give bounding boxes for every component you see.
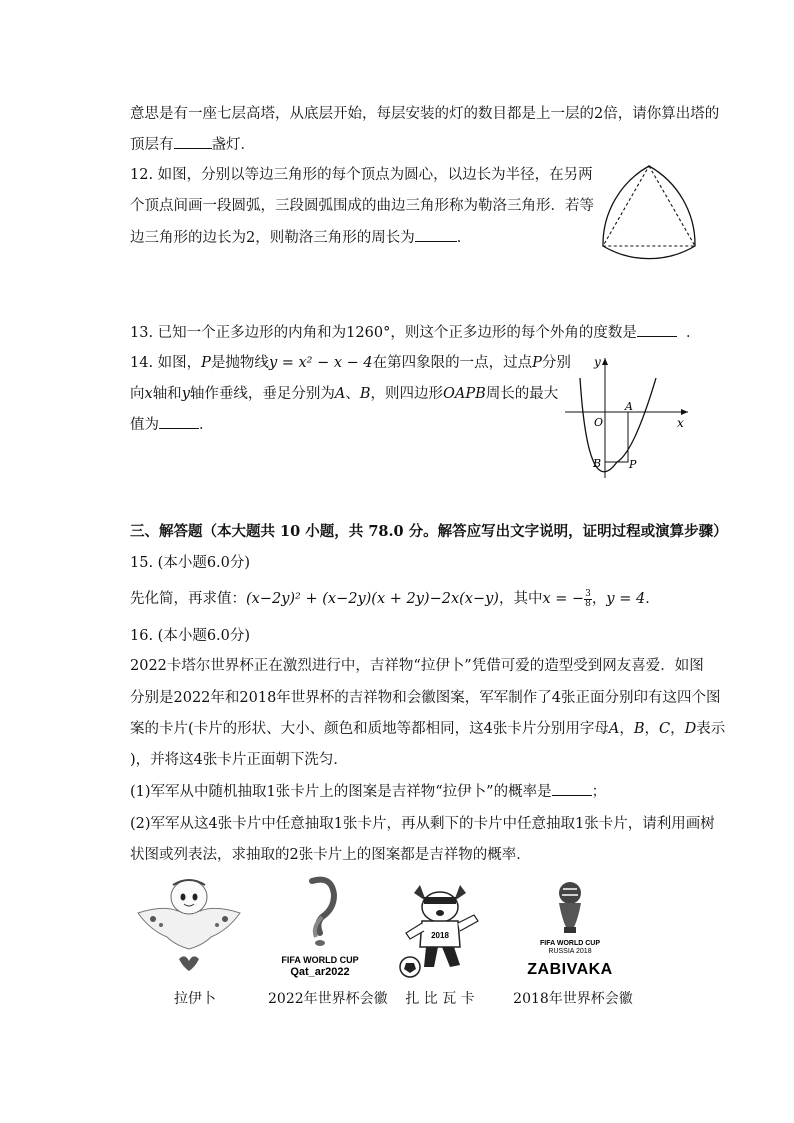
q14-suffix: ． bbox=[199, 417, 214, 433]
q14-line-2 bbox=[130, 384, 558, 404]
mascot-pattern bbox=[215, 923, 219, 927]
q16-p1: 2022卡塔尔世界杯正在激烈进行中，吉祥物“拉伊卜”凭借可爱的造型受到网友喜爱．如图 bbox=[130, 658, 704, 674]
label-P: P bbox=[629, 458, 637, 471]
zabivaka-leg-left bbox=[424, 947, 438, 967]
q15-text: ，其中 bbox=[498, 591, 543, 607]
mascot-pattern bbox=[222, 916, 228, 922]
q12-line-3-text: 边三角形的边长为2，则勒洛三角形的周长为 bbox=[130, 230, 415, 246]
q16-var: B bbox=[633, 721, 645, 737]
q13-line bbox=[130, 322, 701, 343]
q16-head: 16. (本小题6.0分) bbox=[130, 628, 251, 644]
q14-var: x bbox=[144, 386, 153, 402]
q13-suffix: ． bbox=[686, 325, 701, 341]
mascot-eye-left bbox=[181, 894, 186, 901]
qatar-2022-emblem-image bbox=[270, 875, 370, 980]
reuleaux-arcs bbox=[603, 166, 695, 259]
q14-var: P bbox=[201, 355, 211, 371]
label-A: A bbox=[625, 400, 633, 413]
intro-line-1: 意思是有一座七层高塔，从底层开始，每层安装的灯的数目都是上一层的2倍，请你算出塔的 bbox=[130, 106, 720, 122]
intro-line-2-text: 顶层有 bbox=[130, 137, 174, 153]
q16-sep: ， bbox=[619, 721, 634, 737]
mascot-pattern bbox=[159, 923, 163, 927]
q12-line-3 bbox=[130, 227, 471, 248]
label-O: O bbox=[594, 416, 604, 429]
q14-text: 、 bbox=[345, 386, 360, 402]
q14-var: A bbox=[334, 386, 346, 402]
fraction-numerator: 3 bbox=[585, 588, 591, 599]
zabivaka-nose bbox=[436, 910, 444, 916]
x-axis-arrow bbox=[681, 409, 688, 415]
q14-var: y bbox=[181, 386, 190, 402]
answer-blank-12[interactable] bbox=[415, 227, 457, 242]
q16-sub2-line-2: 状图或列表法，求抽取的2张卡片上的图案都是吉祥物的概率． bbox=[130, 847, 531, 863]
q16-sub1-suffix: ； bbox=[591, 784, 607, 800]
q13-text: 13. 已知一个正多边形的内角和为1260°，则这个正多边形的每个外角的度数是 bbox=[130, 325, 637, 341]
label-B: B bbox=[593, 457, 602, 470]
q16-var: C bbox=[659, 721, 671, 737]
section-3-title: 三、解答题（本大题共 10 小题，共 78.0 分。解答应写出文字说明，证明过程或演算步骤） bbox=[130, 523, 728, 540]
y-axis-arrow bbox=[602, 358, 608, 365]
reuleaux-triangle-figure bbox=[592, 160, 710, 270]
q14-text: 在第四象限的一点，过点 bbox=[372, 355, 533, 371]
zabivaka-mascot-image bbox=[394, 875, 486, 980]
zabivaka-wordmark: ZABIVAKA bbox=[527, 961, 613, 978]
q15-x-value: x = − bbox=[542, 591, 585, 607]
label-x: x bbox=[677, 416, 684, 430]
mascot-head bbox=[171, 880, 207, 914]
q15-body bbox=[130, 589, 660, 609]
emblem-2022-line-1: FIFA WORLD CUP bbox=[281, 955, 359, 965]
q16-var: D bbox=[684, 721, 697, 737]
q14-text: 轴和 bbox=[152, 386, 182, 402]
mascot-cloth-body bbox=[138, 908, 240, 949]
intro-line-2-suffix: 盏灯． bbox=[211, 137, 255, 153]
q15-y-value: y = 4 bbox=[606, 591, 646, 607]
mascot-eye-right bbox=[193, 894, 198, 901]
q16-p2: 分别是2022年和2018年世界杯的吉祥物和会徽图案，军军制作了4张正面分别印有这四个图 bbox=[130, 690, 721, 706]
fraction-3-8 bbox=[584, 590, 592, 609]
q14-text: 14. 如图， bbox=[130, 355, 202, 371]
q14-line-3 bbox=[130, 414, 214, 435]
answer-blank-13[interactable] bbox=[637, 322, 677, 337]
q14-var: P bbox=[532, 355, 542, 371]
laeeb-mascot-image bbox=[133, 875, 245, 975]
russia-2018-emblem-image bbox=[510, 875, 630, 980]
q16-sub1 bbox=[130, 781, 606, 802]
zabivaka-head bbox=[422, 892, 458, 922]
q15-text: ， bbox=[591, 591, 607, 607]
q16-sep: ， bbox=[670, 721, 685, 737]
q14-var: OAPB bbox=[443, 386, 486, 402]
q14-text: 分别 bbox=[541, 355, 571, 371]
q15-head: 15. (本小题6.0分) bbox=[130, 555, 251, 571]
q14-text: 是抛物线 bbox=[210, 355, 269, 371]
zabivaka-shirt-text: 2018 bbox=[431, 931, 449, 940]
q14-text: 轴作垂线，垂足分别为 bbox=[189, 386, 335, 402]
emblem-base bbox=[315, 940, 325, 946]
q16-sub2-line-1: (2)军军从这4张卡片中任意抽取1张卡片，再从剩下的卡片中任意抽取1张卡片，请利用画树 bbox=[130, 816, 715, 832]
q14-text: ，则四边形 bbox=[370, 386, 444, 402]
parabola-curve bbox=[580, 378, 656, 472]
zabivaka-arm-right bbox=[458, 915, 478, 931]
answer-blank-14[interactable] bbox=[159, 414, 199, 429]
q14-var: B bbox=[359, 386, 371, 402]
caption-2018-emblem: 2018年世界杯会徽 bbox=[513, 991, 633, 1007]
answer-blank-16-1[interactable] bbox=[552, 781, 592, 796]
q16-text: 表示 bbox=[696, 721, 726, 737]
emblem-2018-line-1: FIFA WORLD CUP bbox=[539, 940, 601, 947]
q16-sub1-text: (1)军军从中随机抽取1张卡片上的图案是吉祥物“拉伊卜”的概率是 bbox=[130, 784, 552, 800]
q15-text: 先化简，再求值： bbox=[130, 591, 246, 607]
q16-text: 案的卡片(卡片的形状、大小、颜色和质地等都相同，这4张卡片分别用字母 bbox=[130, 721, 609, 737]
emblem-trophy-base bbox=[564, 927, 576, 933]
q14-text: 周长的最大 bbox=[485, 386, 559, 402]
fraction-denominator: 8 bbox=[585, 598, 591, 609]
parabola-equation: y = x² − x − 4 bbox=[268, 355, 373, 371]
q16-var: A bbox=[608, 721, 620, 737]
zabivaka-leg-right bbox=[442, 947, 460, 967]
q12-line-2: 个顶点间画一段圆弧，三段圆弧围成的曲边三角形称为勒洛三角形．若等 bbox=[130, 198, 594, 214]
intro-line-2 bbox=[130, 134, 255, 155]
q14-text: 向 bbox=[130, 386, 145, 402]
q15-text: ． bbox=[645, 591, 660, 607]
answer-blank-11[interactable] bbox=[174, 134, 212, 149]
caption-2022-emblem: 2022年世界杯会徽 bbox=[268, 991, 388, 1007]
q16-p4: )，并将这4张卡片正面朝下洗匀． bbox=[130, 752, 348, 768]
caption-laeeb: 拉伊卜 bbox=[174, 991, 216, 1007]
mascot-pattern bbox=[150, 916, 156, 922]
caption-zabivaka: 扎 比 瓦 卡 bbox=[405, 991, 475, 1007]
mascot-emblem bbox=[179, 956, 199, 971]
emblem-ball bbox=[559, 882, 581, 904]
q15-expression: (x−2y)² + (x−2y)(x + 2y)−2x(x−y) bbox=[246, 591, 499, 607]
q14-line-1 bbox=[130, 353, 571, 373]
q12-line-3-suffix: ． bbox=[456, 230, 472, 246]
emblem-2018-line-2: RUSSIA 2018 bbox=[548, 948, 592, 955]
parabola-figure bbox=[560, 350, 695, 485]
emblem-trophy-body bbox=[559, 903, 581, 927]
zabivaka-goggles bbox=[424, 897, 456, 904]
q16-p3 bbox=[130, 719, 725, 739]
q14-text: 值为 bbox=[130, 417, 159, 433]
equilateral-triangle-dashed bbox=[603, 166, 695, 246]
label-y: y bbox=[594, 355, 601, 369]
q16-sep: ， bbox=[644, 721, 660, 737]
emblem-2022-line-2: Qat_ar2022 bbox=[290, 966, 350, 978]
q12-line-1: 12. 如图，分别以等边三角形的每个顶点为圆心，以边长为半径，在另两 bbox=[130, 167, 593, 183]
